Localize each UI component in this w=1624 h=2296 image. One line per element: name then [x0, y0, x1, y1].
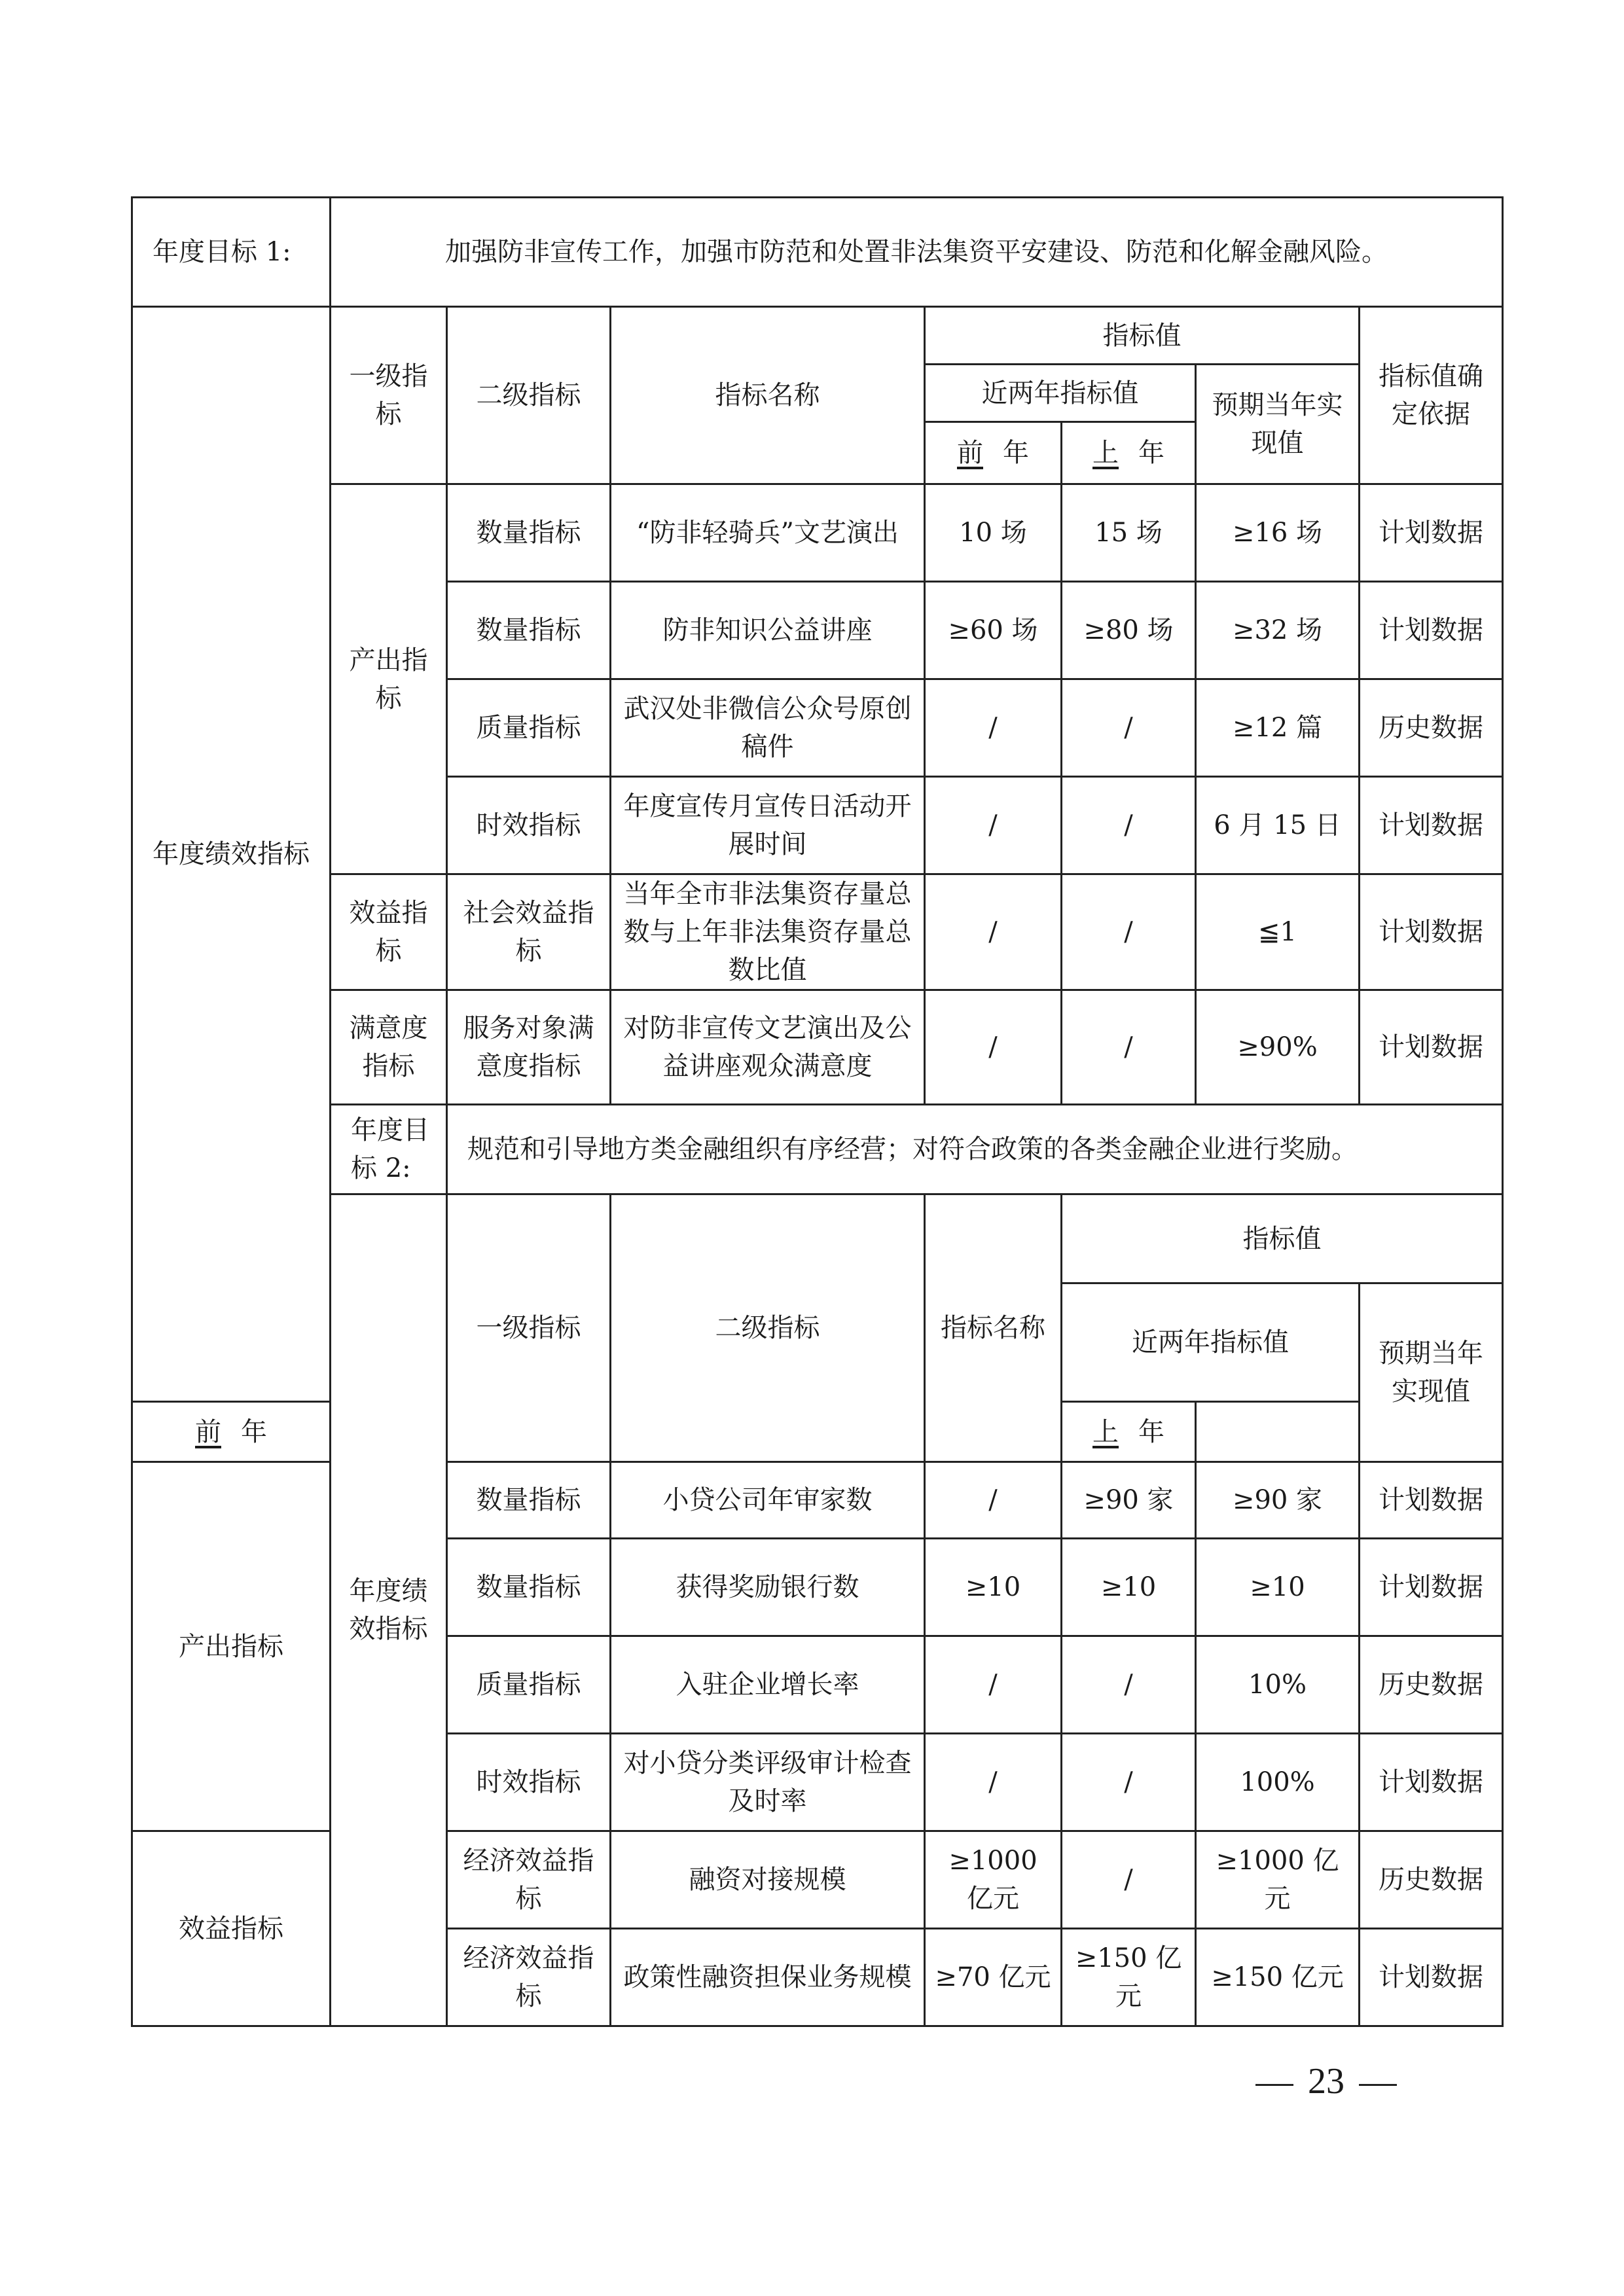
expected-cell: ≥12 篇 [1196, 679, 1360, 777]
header-last-year: 上 年 [1062, 422, 1196, 484]
basis-cell: 历史数据 [1360, 1636, 1503, 1734]
name-cell: 对小贷分类评级审计检查及时率 [611, 1734, 925, 1831]
page-dash-right [1359, 2084, 1397, 2086]
last-cell: / [1062, 874, 1196, 990]
l2-cell: 数量指标 [447, 582, 611, 679]
section1-row-label: 年度绩效指标 [132, 307, 331, 1402]
basis-cell: 计划数据 [1360, 1539, 1503, 1636]
section2-row-label: 年度绩效指标 [331, 1194, 447, 2026]
goal2-label: 年度目标 2: [331, 1105, 447, 1194]
l2-cell: 数量指标 [447, 1539, 611, 1636]
prev-cell: / [925, 1636, 1062, 1734]
l2-cell: 质量指标 [447, 679, 611, 777]
category-output: 产出指标 [132, 1462, 331, 1831]
prev-cell: / [925, 874, 1062, 990]
header-value: 指标值 [925, 307, 1360, 365]
name-cell: 小贷公司年审家数 [611, 1462, 925, 1539]
header-expected: 预期当年实现值 [1360, 1283, 1503, 1462]
header-recent: 近两年指标值 [1062, 1283, 1360, 1402]
last-cell: ≥90 家 [1062, 1462, 1196, 1539]
expected-cell: 6 月 15 日 [1196, 777, 1360, 874]
last-cell: ≥150 亿元 [1062, 1929, 1196, 2026]
expected-cell: ≥32 场 [1196, 582, 1360, 679]
prev-cell: / [925, 1462, 1062, 1539]
basis-cell: 计划数据 [1360, 777, 1503, 874]
l2-cell: 数量指标 [447, 1462, 611, 1539]
prev-cell: / [925, 777, 1062, 874]
prev-cell: ≥70 亿元 [925, 1929, 1062, 2026]
name-cell: 入驻企业增长率 [611, 1636, 925, 1734]
table-row [132, 484, 1503, 582]
expected-cell: 100% [1196, 1734, 1360, 1831]
expected-cell: ≥1000 亿元 [1196, 1831, 1360, 1929]
basis-cell: 计划数据 [1360, 484, 1503, 582]
name-cell: 获得奖励银行数 [611, 1539, 925, 1636]
goal1-text: 加强防非宣传工作，加强市防范和处置非法集资平安建设、防范和化解金融风险。 [331, 198, 1503, 307]
header-level2: 二级指标 [611, 1194, 925, 1462]
header-value: 指标值 [1062, 1194, 1503, 1283]
category-output: 产出指标 [331, 484, 447, 874]
goal2-text: 规范和引导地方类金融组织有序经营；对符合政策的各类金融企业进行奖励。 [447, 1105, 1503, 1194]
last-cell: / [1062, 1636, 1196, 1734]
basis-cell: 计划数据 [1360, 1734, 1503, 1831]
l2-cell: 经济效益指标 [447, 1929, 611, 2026]
page-number-text: 23 [1308, 2061, 1344, 2102]
name-cell: 融资对接规模 [611, 1831, 925, 1929]
expected-cell: ≥90% [1196, 990, 1360, 1105]
last-cell: ≥10 [1062, 1539, 1196, 1636]
expected-cell: ≦1 [1196, 874, 1360, 990]
category-benefit: 效益指标 [132, 1831, 331, 2026]
expected-cell: 10% [1196, 1636, 1360, 1734]
category-satisfaction: 满意度指标 [331, 990, 447, 1105]
l2-cell: 时效指标 [447, 1734, 611, 1831]
last-cell: 15 场 [1062, 484, 1196, 582]
table-row [132, 874, 1503, 990]
name-cell: 年度宣传月宣传日活动开展时间 [611, 777, 925, 874]
header-name: 指标名称 [925, 1194, 1062, 1462]
expected-cell: ≥10 [1196, 1539, 1360, 1636]
last-cell: / [1062, 777, 1196, 874]
name-cell: 政策性融资担保业务规模 [611, 1929, 925, 2026]
expected-cell: ≥16 场 [1196, 484, 1360, 582]
prev-cell: / [925, 990, 1062, 1105]
header-basis: 指标值确定依据 [1360, 307, 1503, 484]
prev-cell: ≥1000 亿元 [925, 1831, 1062, 1929]
header-recent: 近两年指标值 [925, 365, 1196, 422]
basis-cell: 计划数据 [1360, 1462, 1503, 1539]
basis-cell: 计划数据 [1360, 582, 1503, 679]
prev-cell: ≥10 [925, 1539, 1062, 1636]
basis-cell: 计划数据 [1360, 990, 1503, 1105]
header-level1: 一级指标 [447, 1194, 611, 1462]
name-cell: 对防非宣传文艺演出及公益讲座观众满意度 [611, 990, 925, 1105]
l2-cell: 质量指标 [447, 1636, 611, 1734]
performance-table [131, 196, 1504, 2027]
basis-cell: 历史数据 [1360, 679, 1503, 777]
l2-cell: 经济效益指标 [447, 1831, 611, 1929]
prev-cell: / [925, 1734, 1062, 1831]
last-cell: / [1062, 679, 1196, 777]
l2-cell: 社会效益指标 [447, 874, 611, 990]
last-cell: / [1062, 990, 1196, 1105]
prev-cell: / [925, 679, 1062, 777]
header-level2: 二级指标 [447, 307, 611, 484]
l2-cell: 服务对象满意度指标 [447, 990, 611, 1105]
l2-cell: 数量指标 [447, 484, 611, 582]
name-cell: 防非知识公益讲座 [611, 582, 925, 679]
basis-cell: 计划数据 [1360, 874, 1503, 990]
basis-cell: 计划数据 [1360, 1929, 1503, 2026]
last-cell: / [1062, 1831, 1196, 1929]
header-prev-year: 前 年 [925, 422, 1062, 484]
last-cell: / [1062, 1734, 1196, 1831]
l2-cell: 时效指标 [447, 777, 611, 874]
name-cell: 当年全市非法集资存量总数与上年非法集资存量总数比值 [611, 874, 925, 990]
prev-cell: ≥60 场 [925, 582, 1062, 679]
prev-cell: 10 场 [925, 484, 1062, 582]
page-dash-left [1255, 2084, 1293, 2086]
header-expected: 预期当年实现值 [1196, 365, 1360, 484]
name-cell: 武汉处非微信公众号原创稿件 [611, 679, 925, 777]
goal1-label: 年度目标 1: [132, 198, 331, 307]
expected-cell: ≥150 亿元 [1196, 1929, 1360, 2026]
last-cell: ≥80 场 [1062, 582, 1196, 679]
header-level1: 一级指标 [331, 307, 447, 484]
name-cell: “防非轻骑兵”文艺演出 [611, 484, 925, 582]
basis-cell: 历史数据 [1360, 1831, 1503, 1929]
header-prev-year: 前 年 [132, 1402, 331, 1462]
category-benefit: 效益指标 [331, 874, 447, 990]
header-last-year: 上 年 [1062, 1402, 1196, 1462]
page-number [1241, 2055, 1411, 2108]
expected-cell: ≥90 家 [1196, 1462, 1360, 1539]
header-name: 指标名称 [611, 307, 925, 484]
table-row [132, 990, 1503, 1105]
